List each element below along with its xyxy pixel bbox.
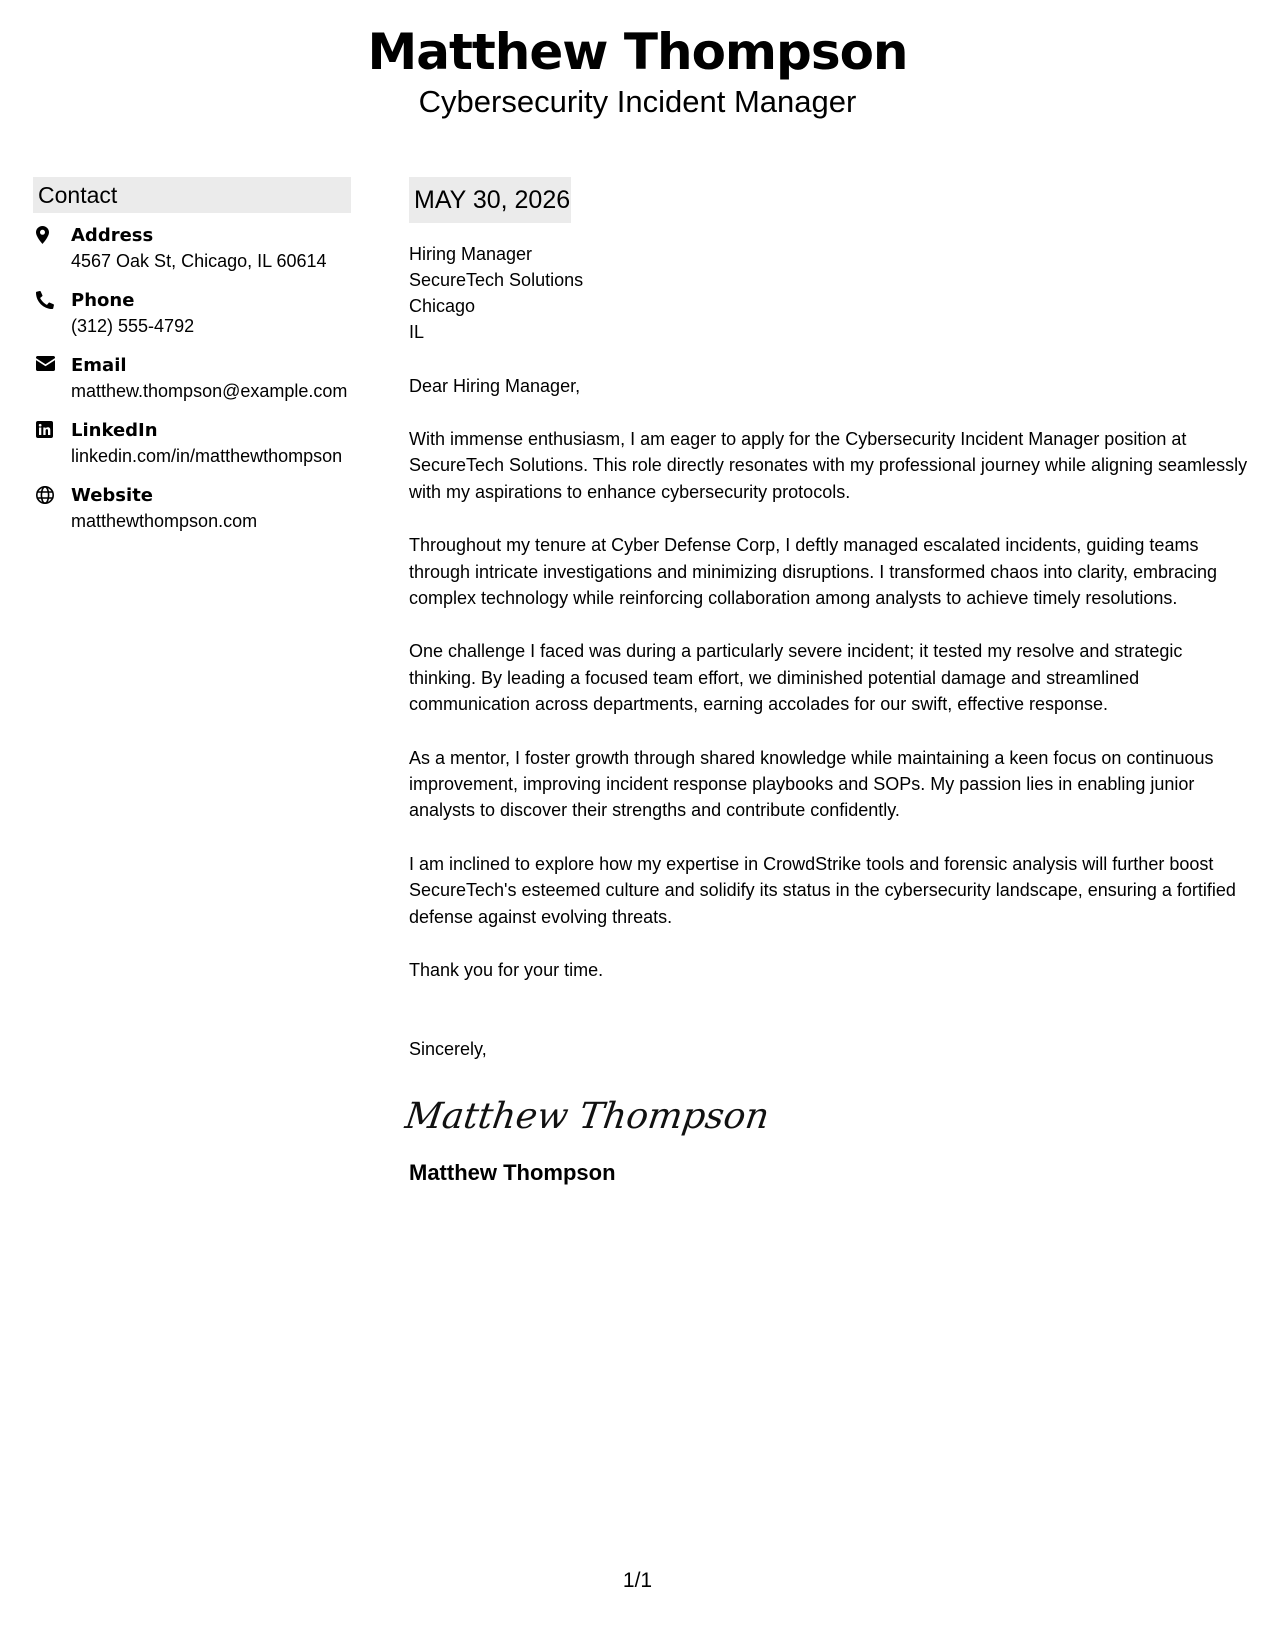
contact-value: matthew.thompson@example.com [71, 381, 348, 401]
contact-label: Website [71, 485, 154, 506]
page-number: 1/1 [622, 1569, 653, 1592]
contact-item-linkedin [33, 418, 351, 469]
signer-name: Matthew Thompson [409, 1159, 616, 1185]
contact-item-email [33, 353, 351, 404]
map-marker-icon [33, 223, 71, 244]
contact-value: 4567 Oak St, Chicago, IL 60614 [71, 251, 327, 271]
recipient-line: Hiring Manager [409, 244, 533, 264]
salutation: Dear Hiring Manager, [409, 376, 581, 396]
linkedin-icon [33, 418, 71, 438]
contact-label: Email [71, 355, 127, 376]
contact-value: matthewthompson.com [71, 511, 258, 531]
letter-paragraph: As a mentor, I foster growth through shared knowledge while maintaining a keen focus on continuous improvement, improving incident response playbooks and SOPs. My passion lies in enabling junior analysts to discover their strengths and contribute confidently. [409, 747, 1214, 821]
closing: Sincerely, [409, 1038, 487, 1059]
letter-paragraph: Throughout my tenure at Cyber Defense Corp, I deftly managed escalated incidents, guiding teams through intricate investigations and minimizing disruptions. I transformed chaos into clarity, embracing complex technology while reinforcing collaboration among analysts to achieve timely resolutions. [409, 535, 1218, 609]
contact-heading: Contact [33, 177, 351, 213]
phone-icon [33, 288, 71, 309]
letter-paragraph: I am inclined to explore how my expertise in CrowdStrike tools and forensic analysis will further boost SecureTech's esteemed culture and solidify its status in the cybersecurity landscape, ensuring a fortified defense against evolving threats. [409, 853, 1236, 927]
letter-paragraph: One challenge I faced was during a particularly severe incident; it tested my resolve and strategic thinking. By leading a focused team effort, we diminished potential damage and streamlined communication across departments, earning accolades for our swift, effective response. [409, 641, 1183, 715]
recipient-line: SecureTech Solutions [409, 270, 584, 290]
signature-image [402, 1092, 1249, 1142]
globe-icon [33, 483, 71, 504]
recipient-line: Chicago [409, 296, 476, 316]
recipient-block [409, 241, 1249, 345]
letter-paragraph: With immense enthusiasm, I am eager to apply for the Cybersecurity Incident Manager position at SecureTech Solutions. This role directly resonates with my professional journey while aligning seamlessly with my aspirations to enhance cybersecurity protocols. [409, 429, 1248, 502]
letter-body [402, 177, 1249, 1188]
letter-paragraph: Thank you for your time. [409, 960, 604, 981]
letter-date: MAY 30, 2026 [409, 177, 571, 223]
contact-item-phone [33, 288, 351, 339]
recipient-line: IL [409, 322, 425, 342]
contact-label: Phone [71, 290, 135, 311]
contact-item-website [33, 483, 351, 534]
document-header [0, 22, 1275, 120]
signature-text: Matthew Thompson [402, 1093, 772, 1137]
envelope-icon [33, 353, 71, 371]
contact-item-address [33, 223, 351, 274]
contact-value: linkedin.com/in/matthewthompson [71, 446, 343, 466]
applicant-name: Matthew Thompson [367, 23, 908, 81]
applicant-title: Cybersecurity Incident Manager [418, 84, 857, 119]
contact-sidebar [33, 177, 351, 548]
contact-value: (312) 555-4792 [71, 316, 195, 336]
contact-label: LinkedIn [71, 420, 158, 441]
contact-label: Address [71, 225, 154, 246]
